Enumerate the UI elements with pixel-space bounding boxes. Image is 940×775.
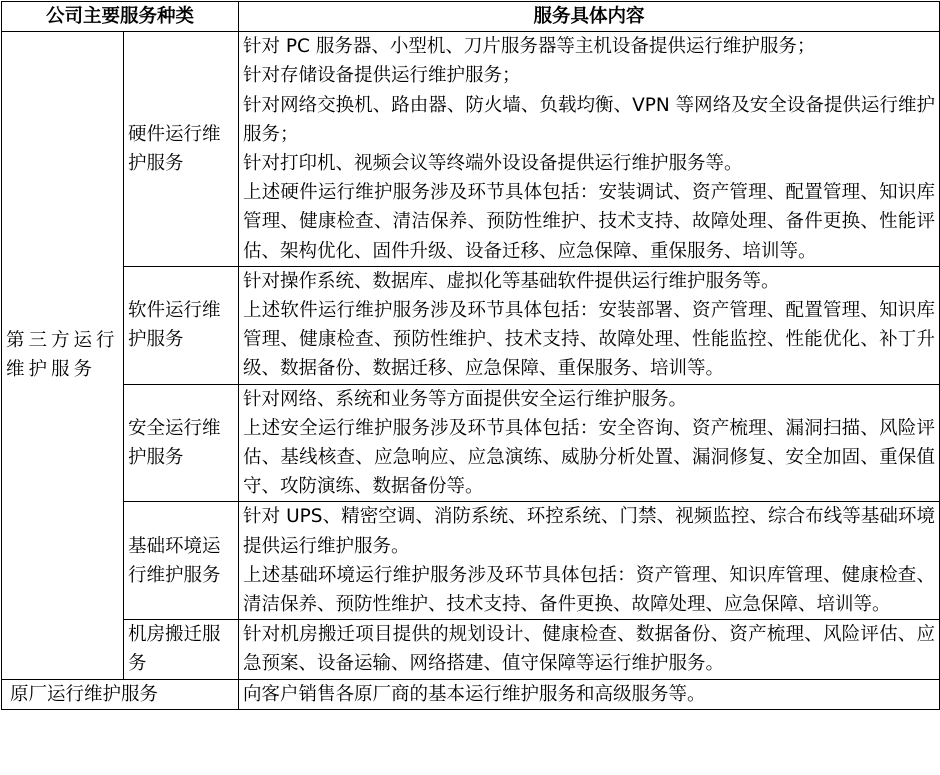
table-row <box>2 620 940 679</box>
content-cell <box>239 502 940 620</box>
content-paragraph: 上述软件运行维护服务涉及环节具体包括：安装部署、资产管理、配置管理、知识库管理、健康检查、预防性维护、技术支持、故障处理、性能监控、性能优化、补丁升级、数据备份、数据迁移、应急保障、重保服务、培训等。 <box>243 300 936 380</box>
content-paragraph: 针对机房搬迁项目提供的规划设计、健康检查、数据备份、资产梳理、风险评估、应急预案、设备运输、网络搭建、值守保障等运行维护服务。 <box>243 624 936 675</box>
subcategory-cell: 机房搬迁服务 <box>124 620 239 679</box>
content-paragraph: 针对网络、系统和业务等方面提供安全运行维护服务。 <box>243 388 688 410</box>
content-paragraph: 针对 PC 服务器、小型机、刀片服务器等主机设备提供运行维护服务； <box>243 36 816 58</box>
content-cell <box>239 32 940 267</box>
subcategory-cell: 硬件运行维护服务 <box>124 32 239 267</box>
content-paragraph: 上述硬件运行维护服务涉及环节具体包括：安装调试、资产管理、配置管理、知识库管理、健康检查、清洁保养、预防性维护、技术支持、故障处理、备件更换、性能评估、架构优化、固件升级、设备迁移、应急保障、重保服务、培训等。 <box>243 182 936 262</box>
content-cell <box>239 620 940 679</box>
header-service-content: 服务具体内容 <box>239 2 940 32</box>
table-header-row <box>2 2 940 32</box>
content-paragraph: 针对存储设备提供运行维护服务； <box>243 65 521 87</box>
content-paragraph: 针对打印机、视频会议等终端外设设备提供运行维护服务等。 <box>243 153 743 175</box>
content-paragraph: 针对 UPS、精密空调、消防系统、环控系统、门禁、视频监控、综合布线等基础环境提供运行维护服务。 <box>243 506 936 557</box>
footer-content-cell: 向客户销售各原厂商的基本运行维护服务和高级服务等。 <box>239 679 940 709</box>
content-paragraph: 上述基础环境运行维护服务涉及环节具体包括：资产管理、知识库管理、健康检查、清洁保养、预防性维护、技术支持、备件更换、故障处理、应急保障、培训等。 <box>243 564 936 616</box>
services-table <box>1 1 940 710</box>
table-row <box>2 679 940 709</box>
subcategory-cell: 软件运行维护服务 <box>124 266 239 384</box>
table-row <box>2 502 940 620</box>
content-paragraph: 上述安全运行维护服务涉及环节具体包括：安全咨询、资产梳理、漏洞扫描、风险评估、基线核查、应急响应、应急演练、威胁分析处置、漏洞修复、安全加固、重保值守、攻防演练、数据备份等。 <box>243 417 936 498</box>
content-cell <box>239 266 940 384</box>
subcategory-cell: 基础环境运行维护服务 <box>124 502 239 620</box>
footer-category-cell: 原厂运行维护服务 <box>2 679 239 709</box>
content-paragraph: 针对操作系统、数据库、虚拟化等基础软件提供运行维护服务等。 <box>243 270 780 292</box>
content-cell <box>239 384 940 502</box>
table-row <box>2 384 940 502</box>
table-row <box>2 266 940 384</box>
content-paragraph: 针对网络交换机、路由器、防火墙、负载均衡、VPN 等网络及安全设备提供运行维护服务； <box>243 94 936 145</box>
main-category-cell: 第三方运行维护服务 <box>2 32 124 679</box>
subcategory-cell: 安全运行维护服务 <box>124 384 239 502</box>
table-row <box>2 32 940 267</box>
header-service-category: 公司主要服务种类 <box>2 2 239 32</box>
